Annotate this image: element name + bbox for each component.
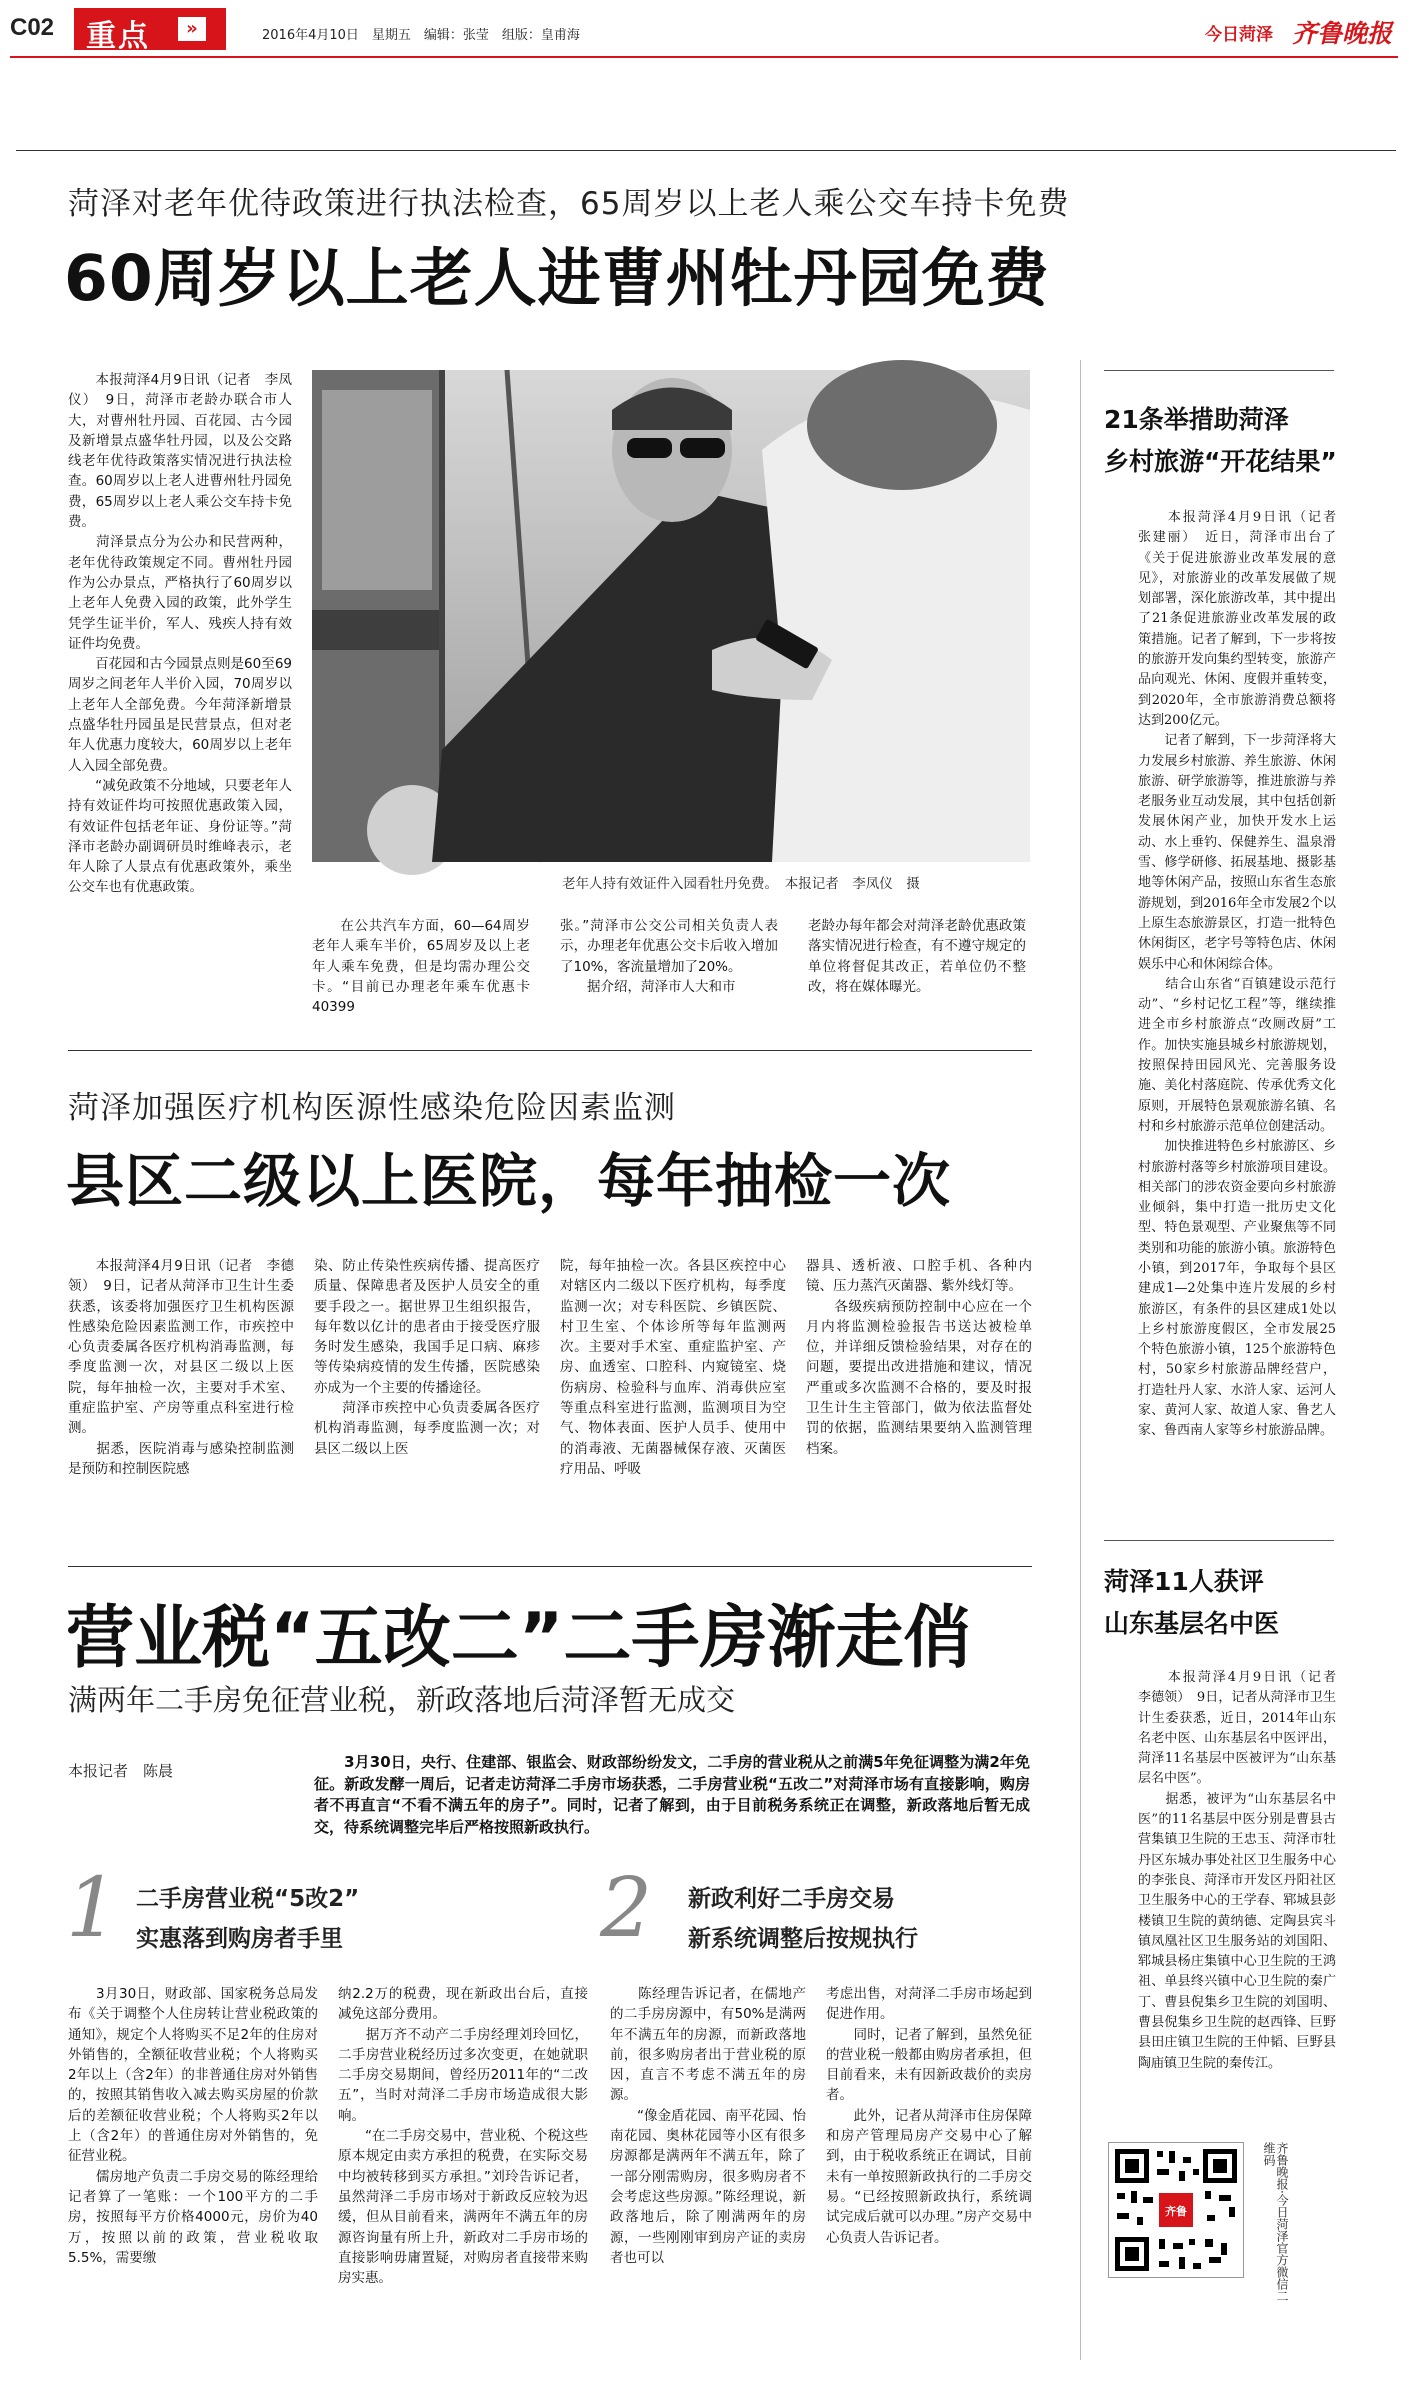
sidebar2-headline-a: 菏泽11人获评 — [1104, 1567, 1264, 1596]
article1-headline: 60周岁以上老人进曹州牡丹园免费 — [64, 242, 1050, 315]
sidebar1-top-rule — [1104, 370, 1334, 371]
article2-col1: 本报菏泽4月9日讯（记者 李德领） 9日，记者从菏泽市卫生计生委获悉，该委将加强医疗卫生机构医源性感染危险因素监测工作，市疾控中心负责委属各医疗机构消毒监测，每季度监测一次，对县区二级以上医院，每年抽检一次，主要对手术室、重症监护室、产房等重点科室进行检测。 据悉，医院消毒与感染控制监测是预防和控制医院感 — [68, 1258, 294, 1477]
section2-title-b: 新系统调整后按规执行 — [688, 1926, 918, 1952]
section-badge — [74, 8, 226, 54]
article1-col2: 在公共汽车方面，60—64周岁老年人乘车半价，65周岁及以上老年人乘车免费，但是均需办理公交卡。“目前已办理老年乘车优惠卡40399 — [312, 918, 530, 1016]
article2-kicker: 菏泽加强医疗机构医源性感染危险因素监测 — [68, 1090, 676, 1126]
article3-byline: 本报记者 陈晨 — [68, 1762, 174, 1780]
article3-subhead: 满两年二手房免征营业税，新政落地后菏泽暂无成交 — [68, 1683, 736, 1717]
sidebar2-body: 本报菏泽4月9日讯（记者 李德领） 9日，记者从菏泽市卫生计生委获悉，近日，2014年山东名老中医、山东基层名中医评出，菏泽11名基层中医被评为“山东基层名中医”。 据悉，被评为“山东基层名中医”的11名基层中医分别是曹县古营集镇卫生院的王忠玉、菏泽市牡丹区东城办事处社区卫生服务中心的李张良、菏泽市开发区丹阳社区卫生服务中心的王学春、郓城县彭楼镇卫生院的黄纳德、定陶县宾斗镇凤凰社区卫生服务站的刘国阳、郓城县杨庄集镇中心卫生院的王鸿祖、单县终兴镇中心卫生院的秦广丁、曹县倪集乡卫生院的刘国明、曹县倪集乡卫生院的赵西锋、巨野县田庄镇卫生院的王仲韬、巨野县陶庙镇卫生院的秦传江。 — [1138, 1670, 1336, 2071]
section1-title-b: 实惠落到购房者手里 — [136, 1926, 343, 1952]
article3-col3: 陈经理告诉记者，在儒地产的二手房房源中，有50%是满两年不满五年的房源，而新政落地前，很多购房者出于营业税的原因，直言不考虑不满五年的房源。 “像金盾花园、南平花园、怡南花园、奥林花园等小区有很多房源都是满两年不满五年，除了一部分刚需购房，很多购房者不会考虑这些房源。”陈经理说，新政落地后，除了刚满两年的房源，一些刚刚审到房产证的卖房者也可以 — [610, 1986, 806, 2266]
date-line: 2016年4月10日 星期五 编辑：张莹 组版：皇甫海 — [262, 28, 580, 43]
article2-headline: 县区二级以上医院，每年抽检一次 — [66, 1147, 952, 1215]
svg-text:齐鲁: 齐鲁 — [1165, 2205, 1187, 2218]
sidebar1-headline-a: 21条举措助菏泽 — [1104, 405, 1289, 434]
article2-col3: 院，每年抽检一次。各县区疾控中心对辖区内二级以下医疗机构，每季度监测一次；对专科医院、乡镇医院、村卫生室、个体诊所等每年监测两次。主要对手术室、重症监护室、产房、血透室、口腔科、内窥镜室、烧伤病房、检验科与血库、消毒供应室等重点科室进行监测，监测项目为空气、物体表面、医护人员手、使用中的消毒液、无菌器械保存液、灭菌医疗用品、呼吸 — [560, 1258, 786, 1477]
section2-number: 2 — [600, 1861, 653, 1956]
article3-col2: 纳2.2万的税费，现在新政出台后，直接减免这部分费用。 据万齐不动产二手房经理刘玲回忆，二手房营业税经历过多次变更，在她就职二手房交易期间，曾经历2011年的“二改五”，当时对菏泽二手房市场造成很大影响。 “在二手房交易中，营业税、个税这些原本规定由卖方承担的税费，在实际交易中均被转移到买方承担。”刘玲告诉记者，虽然菏泽二手房市场对于新政反应较为迟缓，但从目前看来，满两年不满五年的房源咨询量有所上升，新政对二手房市场的直接影响毋庸置疑，对购房者直接带来购房实惠。 — [338, 1986, 588, 2287]
masthead-rule — [10, 56, 1398, 58]
article2-col2: 染、防止传染性疾病传播、提高医疗质量、保障患者及医护人员安全的重要手段之一。据世界卫生组织报告，每年数以亿计的患者由于接受医疗服务时发生感染，我国手足口病、麻疹等传染病疫情的发生传播，医院感染亦成为一个主要的传播途径。 菏泽市疾控中心负责委属各医疗机构消毒监测，每季度监测一次；对县区二级以上医 — [314, 1258, 540, 1457]
article1-photo — [312, 370, 1030, 862]
sub-brand: 今日菏泽 — [1205, 25, 1273, 45]
article3-col4: 考虑出售，对菏泽二手房市场起到促进作用。 同时，记者了解到，虽然免征的营业税一般都由购房者承担，但目前看来，未有因新政裁价的卖房者。 此外，记者从菏泽市住房保障和房产管理局房产交易中心了解到，由于税收系统正在调试，目前未有一单按照新政执行的二手房交易。“已经按照新政执行，系统调试完成后就可以办理。”房产交易中心负责人告诉记者。 — [826, 1986, 1032, 2246]
article2-col4: 器具、透析液、口腔手机、各种内镜、压力蒸汽灭菌器、紫外线灯等。 各级疾病预防控制中心应在一个月内将监测检验报告书送达被检单位，并详细反馈检验结果，对存在的问题，要提出改进措施和建议，情况严重或多次监测不合格的，要及时报卫生计生主管部门，做为依法监督处罚的依据，监测结果要纳入监测管理档案。 — [806, 1258, 1032, 1457]
section-label: 重点 — [86, 19, 150, 54]
brand-logo: 齐鲁晚报 — [1292, 19, 1393, 48]
sidebar-divider — [1080, 360, 1081, 2360]
article3-col1: 3月30日，财政部、国家税务总局发布《关于调整个人住房转让营业税政策的通知》，规定个人将购买不足2年的住房对外销售的，全额征收营业税；个人将购买2年以上（含2年）的非普通住房对外销售的，按照其销售收入减去购买房屋的价款后的差额征收营业税；个人将购买2年以上（含2年）的普通住房对外销售的，免征营业税。 儒房地产负责二手房交易的陈经理给记者算了一笔账：一个100平方的二手房，按照每平方价格4000元，房价为40万，按照以前的政策，营业税收取5.5%，需要缴 — [68, 1986, 318, 2266]
double-chevron-icon: » — [178, 17, 206, 41]
masthead — [0, 0, 1409, 62]
section1-number: 1 — [66, 1861, 119, 1956]
article1-col1: 本报菏泽4月9日讯（记者 李凤仪） 9日，菏泽市老龄办联合市人大，对曹州牡丹园、百花园、古今园及新增景点盛华牡丹园，以及公交路线老年优待政策落实情况进行执法检查。60周岁以上老人进曹州牡丹园免费，65周岁以上老人乘公交车持卡免费。 菏泽景点分为公办和民营两种，老年优待政策规定不同。曹州牡丹园作为公办景点，严格执行了60周岁以上老年人免费入园的政策，此外学生凭学生证半价，军人、残疾人持有效证件均免费。 百花园和古今园景点则是60至69周岁之间老年人半价入园，70周岁以上老年人全部免费。今年菏泽新增景点盛华牡丹园虽是民营景点，但对老年人优惠力度较大，60周岁以上老年人入园全部免费。 “减免政策不分地域，只要老年人持有效证件均可按照优惠政策入园，有效证件包括老年证、身份证等。”菏泽市老龄办副调研员时维峰表示，老年人除了人景点有优惠政策外，乘坐公交车也有优惠政策。 — [68, 372, 292, 896]
qr-label: 齐鲁晚报·今日菏泽官方微信二维码 — [1262, 2142, 1289, 2302]
article1-bottom-rule — [68, 1050, 1032, 1051]
sidebar-separator — [1104, 1540, 1334, 1541]
article2-bottom-rule — [68, 1566, 1032, 1567]
page-number: C02 — [10, 14, 55, 41]
sidebar1-headline-b: 乡村旅游“开花结果” — [1104, 447, 1337, 476]
article1-col3: 张。”菏泽市公交公司相关负责人表示，办理老年优惠公交卡后收入增加了10%，客流量增加了20%。 据介绍，菏泽市人大和市 — [560, 918, 778, 995]
section2-title-a: 新政利好二手房交易 — [688, 1886, 895, 1912]
qr-code[interactable] — [1108, 2142, 1244, 2278]
section1-title-a: 二手房营业税“5改2” — [136, 1886, 360, 1912]
article1-kicker: 菏泽对老年优待政策进行执法检查，65周岁以上老人乘公交车持卡免费 — [68, 186, 1070, 222]
article1-col4: 老龄办每年都会对菏泽老龄优惠政策落实情况进行检查，有不遵守规定的单位将督促其改正，若单位仍不整改，将在媒体曝光。 — [808, 918, 1026, 995]
top-separator — [16, 150, 1396, 151]
qr-code-icon — [1109, 2143, 1243, 2277]
article3-lead: 3月30日，央行、住建部、银监会、财政部纷纷发文，二手房的营业税从之前满5年免征调整为满2年免征。新政发酵一周后，记者走访菏泽二手房市场获悉，二手房营业税“五改二”对菏泽市场有直接影响，购房者不再直言“不看不满五年的房子”。同时，记者了解到，由于目前税务系统正在调整，新政落地后暂无成交，待系统调整完毕后严格按照新政执行。 — [314, 1753, 1030, 1836]
sidebar2-headline-b: 山东基层名中医 — [1104, 1609, 1280, 1638]
article3-headline: 营业税“五改二”二手房渐走俏 — [66, 1599, 972, 1678]
sidebar1-body: 本报菏泽4月9日讯（记者 张建丽） 近日，菏泽市出台了《关于促进旅游业改革发展的意见》，对旅游业的改革发展做了规划部署，深化旅游改革，其中提出了21条促进旅游业改革发展的政策措施。记者了解到，下一步将按的旅游开发向集约型转变，旅游产品向观光、休闲、度假并重转变，到2020年，全市旅游消费总额将达到200亿元。 记者了解到，下一步菏泽将大力发展乡村旅游、养生旅游、休闲旅游、研学旅游等，推进旅游与养老服务业互动发展，其中包括创新发展休闲产业，加快开发水上运动、水上垂钓、保健养生、温泉滑雪、修学研修、拓展基地、摄影基地等休闲产品，按照山东省生态旅游规划，到2016年全市发展2个以上原生态旅游景区，打造一批特色休闲街区，老字号等特色店、休闲娱乐中心和休闲综合体。 结合山东省“百镇建设示范行动”、“乡村记忆工程”等，继续推进全市乡村旅游点“改厕改厨”工作。加快实施县城乡村旅游规划，按照保持田园风光、完善服务设施、美化村落庭院、传承优秀文化原则，开展特色景观旅游名镇、名村和乡村旅游示范单位创建活动。 加快推进特色乡村旅游区、乡村旅游村落等乡村旅游项目建设。相关部门的涉农资金要向乡村旅游业倾斜，集中打造一批历史文化型、特色景观型、产业聚焦等不同类别和功能的旅游小镇。旅游特色小镇，到2017年，争取每个县区建成1—2处集中连片发展的乡村旅游区，有条件的县区建成1处以上乡村旅游度假区，全市发展25个特色旅游小镇，125个旅游特色村，50家乡村旅游品牌经营户，打造牡丹人家、水浒人家、运河人家、黄河人家、故道人家、鲁艺人家、鲁西南人家等乡村旅游品牌。 — [1138, 510, 1336, 1439]
article1-photo-caption: 老年人持有效证件入园看牡丹免费。 本报记者 李凤仪 摄 — [562, 876, 920, 892]
elderly-man-showing-card-photo — [312, 370, 1030, 862]
